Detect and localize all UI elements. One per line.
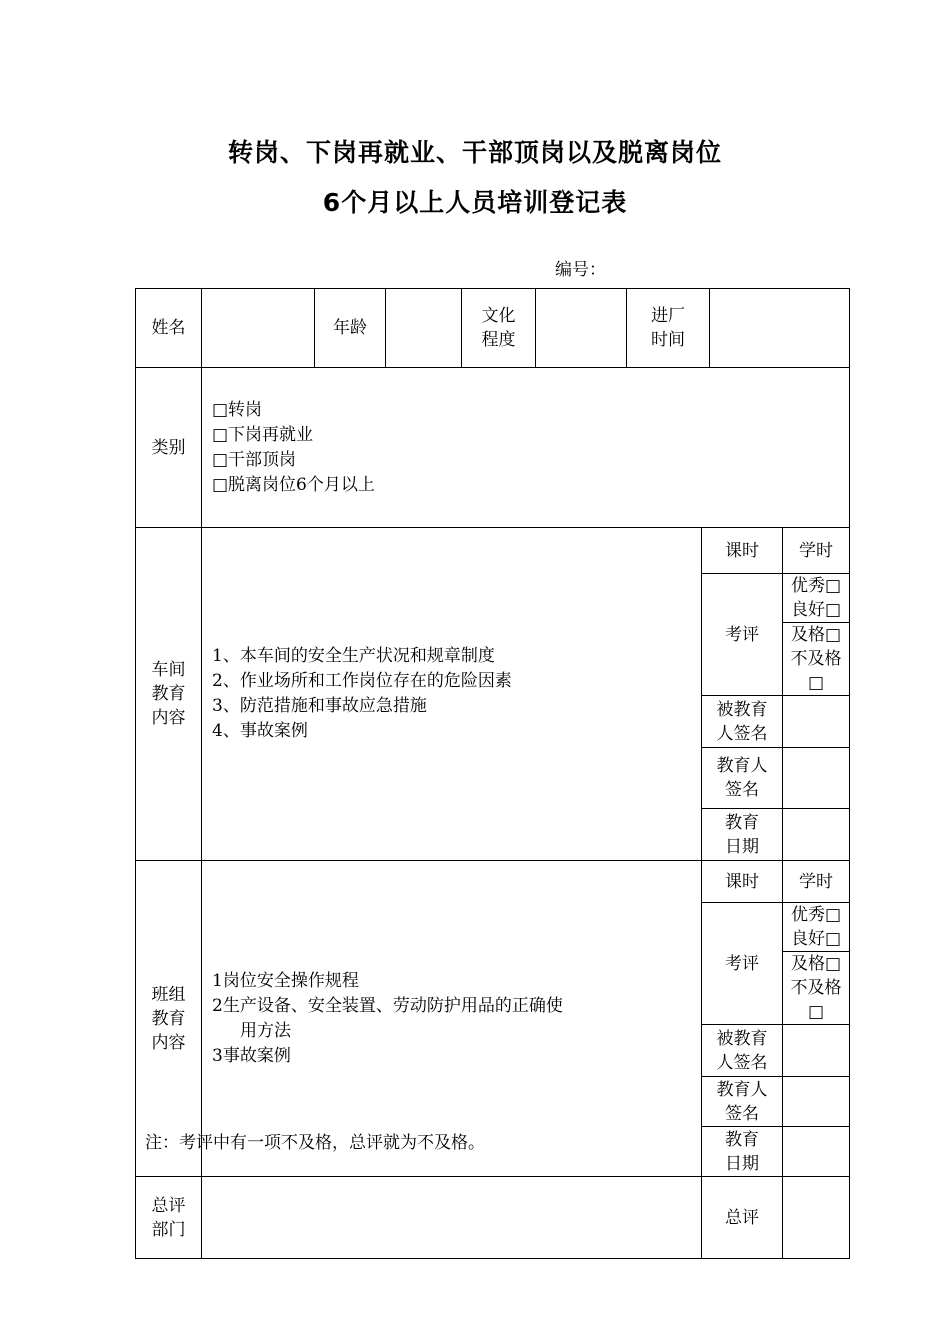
workshop-trainee-sign-label	[702, 696, 783, 748]
workshop-trainer-sign-line-2: 签名	[725, 780, 759, 800]
team-trainer-sign-label	[702, 1077, 783, 1127]
overall-eval-input[interactable]	[783, 1177, 850, 1259]
team-item: 2生产设备、安全装置、劳动防护用品的正确使	[212, 995, 563, 1016]
team-item: 1岗位安全操作规程	[212, 970, 359, 991]
workshop-hours-value[interactable]: 学时	[783, 528, 850, 574]
workshop-item: 1、本车间的安全生产状况和规章制度	[212, 646, 495, 666]
team-hours-value[interactable]: 学时	[783, 861, 850, 903]
overall-dept-label-line-1: 总评	[151, 1195, 186, 1216]
workshop-date-input[interactable]	[783, 809, 850, 861]
education-label-line-2: 程度	[481, 330, 516, 350]
entry-time-label-line-2: 时间	[651, 330, 685, 350]
workshop-content-cell	[202, 528, 702, 861]
age-label-cell	[315, 289, 386, 368]
workshop-trainer-sign-line-1: 教育人	[716, 756, 768, 776]
team-item: 3事故案例	[212, 1045, 291, 1066]
name-label-cell	[136, 289, 202, 368]
team-eval-options-1[interactable]: 优秀□ 良好□	[783, 903, 850, 952]
category-label: 类别	[151, 437, 186, 458]
workshop-label-line-1: 车间	[151, 660, 186, 680]
workshop-eval-options-2[interactable]: 及格□不及格□	[783, 623, 850, 696]
team-trainer-sign-line-2: 签名	[725, 1103, 759, 1124]
category-option-transfer[interactable]: □转岗	[212, 399, 263, 420]
workshop-label-line-2: 教育	[151, 684, 186, 704]
team-date-label	[702, 1127, 783, 1177]
age-input-cell[interactable]	[386, 289, 462, 368]
team-trainer-sign-input[interactable]	[783, 1077, 850, 1127]
workshop-date-label	[702, 809, 783, 861]
team-date-input[interactable]	[783, 1127, 850, 1177]
team-trainer-sign-line-1: 教育人	[716, 1079, 768, 1100]
team-trainee-sign-input[interactable]	[783, 1025, 850, 1077]
category-options	[202, 368, 850, 528]
category-option-cadre[interactable]: □干部顶岗	[212, 449, 297, 470]
workshop-trainer-sign-label	[702, 748, 783, 809]
team-eval-options-2[interactable]: 及格□不及格□	[783, 952, 850, 1025]
workshop-trainer-sign-input[interactable]	[783, 748, 850, 809]
workshop-label-line-3: 内容	[151, 708, 186, 728]
workshop-item: 4、事故案例	[212, 721, 308, 741]
name-input-cell[interactable]	[202, 289, 315, 368]
serial-number-label: 编号：	[555, 260, 606, 280]
team-label-line-1: 班组	[151, 984, 186, 1005]
team-trainee-sign-line-1: 被教育	[716, 1028, 768, 1049]
team-date-line-1: 教育	[725, 1129, 759, 1150]
entry-time-label-cell	[627, 289, 710, 368]
education-label-cell	[462, 289, 536, 368]
form-title-line-1: 转岗、下岗再就业、干部顶岗以及脱离岗位	[227, 138, 722, 167]
overall-dept-label-cell	[136, 1177, 202, 1259]
team-date-line-2: 日期	[725, 1153, 759, 1174]
team-hours-label: 课时	[702, 861, 783, 903]
workshop-eval-label: 考评	[702, 574, 783, 696]
team-label-line-2: 教育	[151, 1008, 186, 1029]
workshop-date-line-1: 教育	[725, 812, 759, 833]
workshop-trainee-sign-line-1: 被教育	[716, 699, 768, 720]
workshop-label-cell	[136, 528, 202, 861]
workshop-trainee-sign-input[interactable]	[783, 696, 850, 748]
workshop-trainee-sign-line-2: 人签名	[716, 723, 768, 744]
entry-time-label-line-1: 进厂	[651, 306, 685, 326]
team-eval-label: 考评	[702, 903, 783, 1025]
workshop-eval-options-1[interactable]: 优秀□ 良好□	[783, 574, 850, 623]
registration-table	[135, 288, 850, 1259]
age-label: 年龄	[333, 318, 367, 338]
team-item-continued: 用方法	[240, 1020, 291, 1041]
team-trainee-sign-label	[702, 1025, 783, 1077]
workshop-item: 3、防范措施和事故应急措施	[212, 696, 427, 716]
team-trainee-sign-line-2: 人签名	[716, 1052, 768, 1073]
team-label-line-3: 内容	[151, 1032, 186, 1053]
name-label: 姓名	[151, 318, 186, 338]
workshop-item: 2、作业场所和工作岗位存在的危险因素	[212, 671, 512, 691]
form-title-line-2: 6个月以上人员培训登记表	[322, 188, 628, 217]
workshop-date-line-2: 日期	[725, 836, 759, 857]
education-label-line-1: 文化	[481, 306, 516, 326]
footnote: 注：考评中有一项不及格，总评就为不及格。	[145, 1133, 485, 1153]
category-option-reemployment[interactable]: □下岗再就业	[212, 424, 314, 445]
entry-time-input-cell[interactable]	[710, 289, 850, 368]
workshop-hours-label: 课时	[702, 528, 783, 574]
category-label-cell	[136, 368, 202, 528]
overall-eval-label: 总评	[702, 1177, 783, 1259]
category-option-absence[interactable]: □脱离岗位6个月以上	[212, 474, 375, 495]
overall-dept-label-line-2: 部门	[151, 1219, 186, 1240]
overall-dept-input[interactable]	[202, 1177, 702, 1259]
education-input-cell[interactable]	[536, 289, 627, 368]
